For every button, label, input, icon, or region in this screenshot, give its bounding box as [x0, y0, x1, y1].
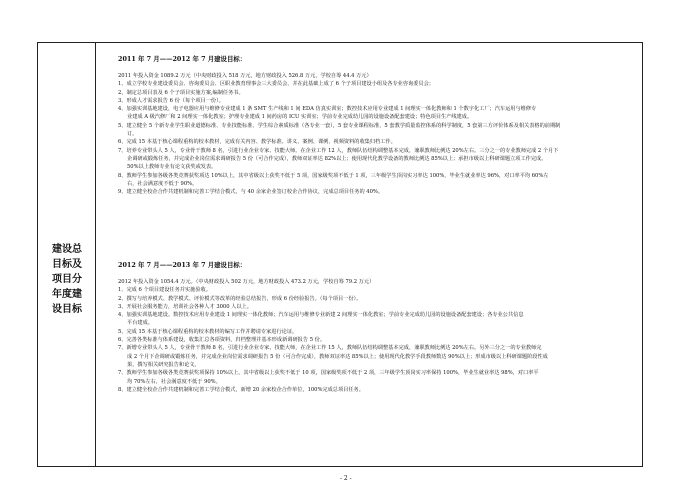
- section-2012-2013: [118, 261, 642, 394]
- text-line: 6、完善各类标准与体系建设，收集汇总各项资料，归档整理并基本形成新调研报告 5 份。: [118, 337, 326, 344]
- row-label-line: 年度建: [52, 289, 82, 300]
- section-body: [118, 72, 642, 196]
- text-line: 50%以上教师专业有论文获奖或发表。: [127, 164, 217, 171]
- text-line: 5、建立健全 5 个新专业学生职业道德标准、专业技能标准、学生综合素质标准（各专业一套），5 套专业课程标准，5 套教学质量监控体系的科学制度，5 套第三方评价体系及相关表格的前期制: [118, 122, 561, 129]
- text-line: 成 2 个月下企调研或锻炼任务，并完成企业岗位需求调研报告 5 份（可合作完成），教师双证率达 85%以上；使用现代化教学手段教师数达 90%以上；形成市级以上科研课题阶段性成: [127, 353, 548, 360]
- text-line: 果，撰写相关研究报告和论文。: [127, 361, 200, 368]
- text-line: 8、建立健全校企合作共建机制和完善工学结合模式，新增 20 余家校企合作单位，100%完成总项目任务。: [118, 386, 364, 393]
- text-line: 8、教师学生参加各级各类竞赛获奖项达 10%以上，其中省级以上获奖不低于 5 项，国家级奖项不低于 1 项，三年级学生顶岗实习率达 100%，毕业生就业率达 96%，对口率平均 60%左: [118, 172, 549, 179]
- text-line: 平台建成。: [127, 320, 153, 327]
- text-line: 7、新增专业带头人 5 人，专业骨干教师 8 名，引进行业企业专家，技能大师，在企业工作 15 人，教师队伍结构调整基本完成，兼职教师比例达 20%左右。另外三分之一的专业教师完: [118, 345, 542, 352]
- text-line: 1、完成 6 个项目建设任务并实施验收。: [118, 287, 211, 294]
- section-2011-2012: [118, 55, 642, 196]
- text-line: 4、加强实训基地建设，电子电器应用与维修专业建成 1 条 SMT 生产线和 1 间 EDA 仿真实训室；数控技术应用专业建成 1 间理实一体化教师和 1 个数字化工厂；汽车运用与维修专: [118, 106, 537, 113]
- text-line: 订。: [127, 131, 138, 138]
- text-line: 3、开展社会服务能力，培训社会各种人才 3000 人以上。: [118, 303, 252, 310]
- text-line: 7、培养专业带头人 5 人，专业骨干教师 8 名，引进行业企业专家、技能大师。在企业工作 12 人，教师队伍结构调整基本完成，兼职教师比例达 20%左右。三分之一的专业教师完成 2 个月下: [118, 147, 559, 154]
- text-line: 2、制定总项目表及 6 个子项目实施方案,编制任务书。: [118, 89, 244, 96]
- section-heading: 2012 年 7 月——2013 年 7 月建设目标：: [118, 261, 247, 269]
- text-line: 7、教师学生参加各级各类竞赛获奖项保持 10%以上，其中省级以上获奖不低于 10 项，国家级奖项不低于 2 项，三年级学生顶岗实习率保持 100%，毕业生就业率达 98%，对口率平: [118, 370, 539, 377]
- goals-table: [37, 42, 643, 467]
- label-cell: [38, 43, 96, 466]
- row-label-line: 目标及: [52, 259, 82, 270]
- content-cell: [96, 43, 642, 466]
- text-line: 1、成立学校专业建设委员会、咨询委员会、区职业教育理事会三大委员会，并在此基础上成了 6 个子项目建设小组及各专业咨询委员会；: [118, 81, 434, 88]
- row-label-line: 设目标: [52, 304, 82, 315]
- text-line: 2011 年投入资金 1089.2 万元（中央财政投入 518 万元，地方财政投入 526.8 万元，学校自筹 44.4 万元）: [118, 73, 372, 79]
- section-heading: 2011 年 7 月——2012 年 7 月建设目标：: [118, 55, 247, 63]
- text-line: 右，社会满意度不低于 90%。: [127, 180, 198, 187]
- text-line: 均 70%左右，社会满意度不低于 90%。: [127, 378, 221, 385]
- text-line: 4、加强实训基地建设。数控技术应用专业建设 1 间理实一体化教师；汽车运用与维修专业新建 2 间理实一体化教室；学前专业完成幼儿园的设施设备配套建设；各专业公共信息: [118, 312, 524, 319]
- text-line: 5、完成 15 本基于核心课程重构的校本教材的编写工作并聘请专家进行论证。: [118, 328, 298, 335]
- text-line: 业建成 A 级汽修厂和 2 间理实一体化教室；护理专业建成 1 间药房的 ICU 实训室；学前专业完成幼儿园的设施设备配套建设；特色项目生产线建成。: [127, 114, 473, 121]
- section-body: [118, 278, 642, 394]
- text-line: 6、完成 15 本基于核心课程重构的校本教材，完成有关内容、教学标准、讲义、案例、课例、视频资料的收集归档工作。: [118, 139, 396, 146]
- page-number: - 2 -: [340, 475, 352, 482]
- text-line: 3、形成人才需求报告 6 份（每个项目一份）。: [118, 97, 224, 104]
- text-line: 2012 年投入资金 1054.4 万元。（中央财政投入 502 万元，地方财政投入 473.2 万元，学校自筹 79.2 万元）: [118, 279, 375, 285]
- row-label-line: 建设总: [52, 244, 82, 255]
- text-line: 9、建立健全校企合作共建机制和完善工学结合模式，与 40 余家企业签订校企合作协议，完成总项目任务的 40%。: [118, 189, 384, 196]
- row-label: [44, 242, 90, 317]
- text-line: 企调研或锻炼任务，并完成企业岗位需求调研报告 5 份（可合作完成），教师双证率达 82%以上；使用现代化教学设备的教师比例达 85%以上；承担市级以上科研课题立项工作完成。: [127, 155, 547, 162]
- text-line: 2、撰写与培养模式、教学模式、评价模式等改革的经验总结报告，形成 6 份经验报告。（每个项目一份）。: [118, 295, 362, 302]
- row-label-line: 项目分: [52, 274, 82, 285]
